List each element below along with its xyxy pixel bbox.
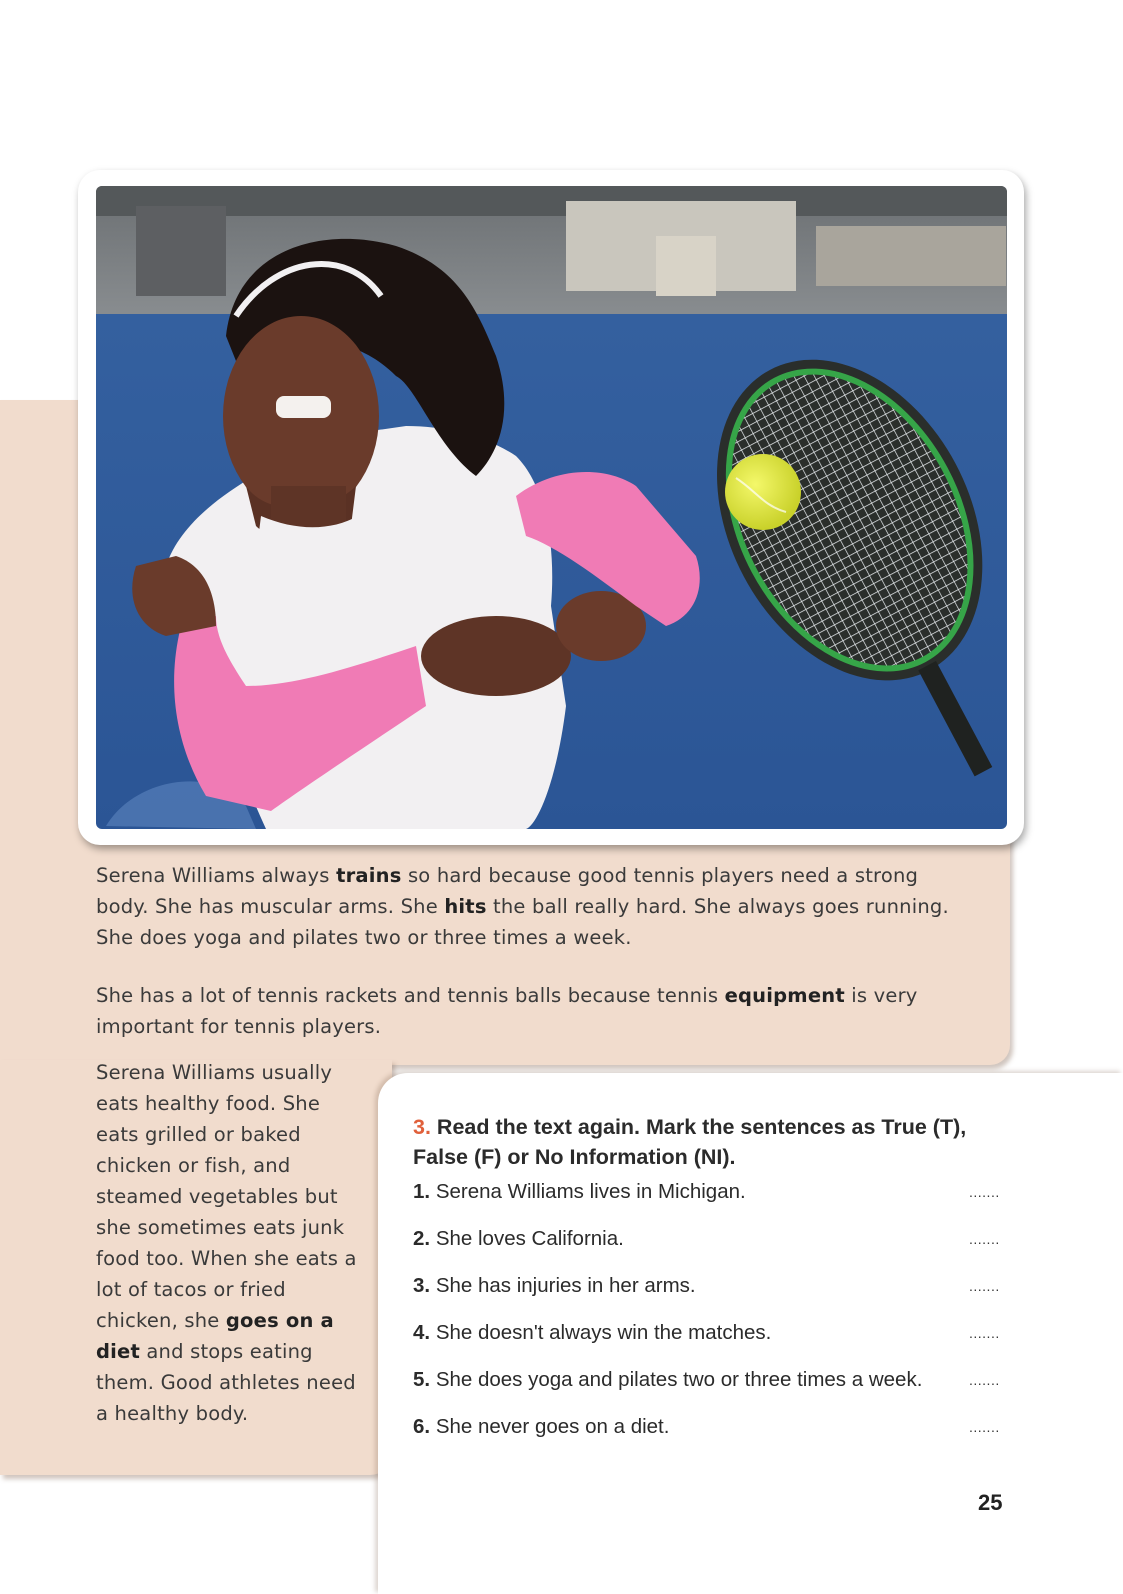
statement-item <box>413 1415 1013 1462</box>
statement-number: 6. <box>413 1415 431 1438</box>
text-span: Serena Williams usually eats healthy food. She eats grilled or baked chicken or fish, and steamed vegetables but she sometimes eats junk food too. When she eats a lot of tacos or fried chicken, she <box>96 1061 357 1332</box>
statement-number: 4. <box>413 1321 431 1344</box>
statement-text: She doesn't always win the matches. <box>435 1321 772 1344</box>
statement-item <box>413 1368 1013 1415</box>
statement-number: 3. <box>413 1274 431 1297</box>
keyword-equipment: equipment <box>724 984 845 1007</box>
text-span: She has a lot of tennis rackets and tennis balls because tennis <box>96 984 725 1007</box>
statement-item <box>413 1321 1013 1368</box>
answer-blank[interactable]: ....... <box>969 1419 1000 1435</box>
statement-list <box>413 1180 1013 1462</box>
reading-paragraph-1 <box>96 860 976 953</box>
text-span: and stops eating them. Good athletes need a healthy body. <box>96 1340 356 1425</box>
statement-text: Serena Williams lives in Michigan. <box>435 1180 746 1203</box>
keyword-hits: hits <box>444 895 487 918</box>
statement-item <box>413 1274 1013 1321</box>
statement-item <box>413 1227 1013 1274</box>
answer-blank[interactable]: ....... <box>969 1231 1000 1247</box>
statement-item <box>413 1180 1013 1227</box>
answer-blank[interactable]: ....... <box>969 1372 1000 1388</box>
statement-text: She has injuries in her arms. <box>435 1274 696 1297</box>
statement-text: She loves California. <box>435 1227 624 1250</box>
reading-paragraph-2 <box>96 980 976 1042</box>
tennis-player-photo <box>96 186 1007 829</box>
keyword-trains: trains <box>336 864 402 887</box>
exercise-instruction <box>413 1112 1013 1172</box>
page-number: 25 <box>978 1490 1003 1515</box>
text-span: Serena Williams always <box>96 864 337 887</box>
instruction-text: Read the text again. Mark the sentences as True (T), False (F) or No Information (NI). <box>413 1115 967 1169</box>
text-span: the ball really hard. She always goes running. She does yoga and pilates two or three times a week. <box>96 895 949 949</box>
text-span: so hard because good tennis players need a strong body. She has muscular arms. She <box>96 864 919 918</box>
statement-text: She does yoga and pilates two or three times a week. <box>435 1368 923 1391</box>
text-span: is very important for tennis players. <box>96 984 918 1038</box>
reading-paragraph-3 <box>96 1057 366 1429</box>
answer-blank[interactable]: ....... <box>969 1325 1000 1341</box>
answer-blank[interactable]: ....... <box>969 1184 1000 1200</box>
statement-text: She never goes on a diet. <box>435 1415 670 1438</box>
keyword-goes-on-a-diet: goes on a diet <box>96 1309 334 1363</box>
statement-number: 1. <box>413 1180 431 1203</box>
exercise-number: 3. <box>413 1115 431 1139</box>
statement-number: 2. <box>413 1227 431 1250</box>
answer-blank[interactable]: ....... <box>969 1278 1000 1294</box>
statement-number: 5. <box>413 1368 431 1391</box>
